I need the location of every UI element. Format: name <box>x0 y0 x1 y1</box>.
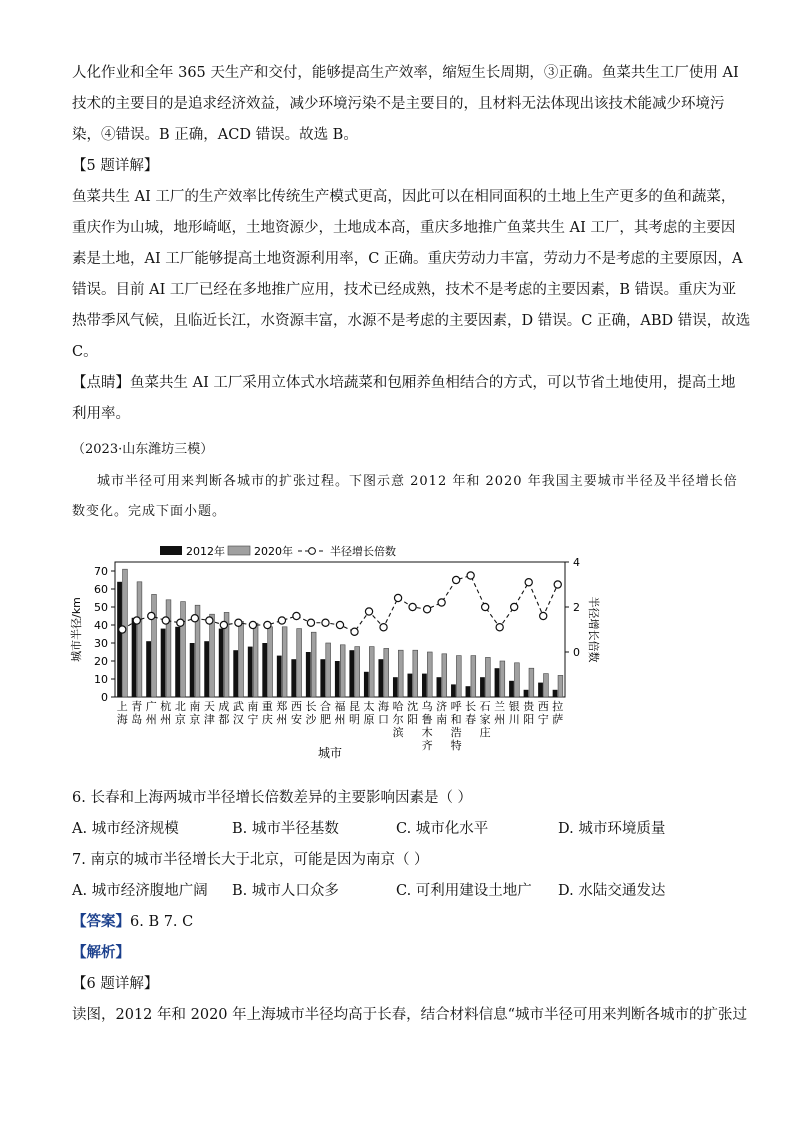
category-label: 庆 <box>261 713 273 726</box>
q6-option-a: A. 城市经济规模 <box>72 821 179 837</box>
answer-line <box>72 910 193 931</box>
bar-2020 <box>369 647 374 697</box>
category-label: 上 <box>116 700 128 713</box>
category-label: 南 <box>189 700 201 713</box>
bar-2020 <box>152 594 157 697</box>
question-6: 6. 长春和上海两城市半径增长倍数差异的主要影响因素是（ ） <box>72 790 473 806</box>
bar-2020 <box>456 656 461 697</box>
q6-option-b: B. 城市半径基数 <box>232 821 339 837</box>
bar-2020 <box>384 648 389 697</box>
growth-point <box>453 576 460 583</box>
y-axis-title: 城市半径/km <box>70 597 83 662</box>
category-label: 京 <box>189 713 201 726</box>
y2-tick-label: 2 <box>573 601 580 614</box>
bar-2020 <box>282 627 287 697</box>
growth-point <box>540 612 547 619</box>
category-label: 口 <box>378 713 390 726</box>
category-label: 沈 <box>407 700 419 713</box>
category-label: 和 <box>450 713 462 726</box>
category-label: 沙 <box>305 713 317 726</box>
growth-point <box>133 617 140 624</box>
bar-2020 <box>297 629 302 697</box>
growth-point <box>307 619 314 626</box>
paragraph-line: 读图，2012 年和 2020 年上海城市半径均高于长春，结合材料信息“城市半径可用来判断各城市的扩张过 <box>72 1007 748 1023</box>
bar-2012 <box>495 668 500 697</box>
growth-point <box>148 612 155 619</box>
category-label: 鲁 <box>421 713 433 726</box>
y-tick-label: 20 <box>94 655 108 668</box>
category-label: 安 <box>290 713 302 726</box>
category-label: 春 <box>465 713 477 726</box>
q7-option-c: C. 可利用建设土地广 <box>396 883 532 899</box>
category-label: 合 <box>319 700 331 713</box>
category-label: 长 <box>465 700 477 713</box>
category-label: 北 <box>174 700 186 713</box>
bar-2012 <box>335 661 340 697</box>
growth-point <box>264 621 271 628</box>
y-tick-label: 0 <box>101 691 108 704</box>
bar-2012 <box>320 659 325 697</box>
bar-2012 <box>349 650 354 697</box>
bar-2012 <box>161 629 166 697</box>
category-label: 州 <box>334 713 346 726</box>
category-label: 哈 <box>392 700 404 713</box>
category-label: 济 <box>436 700 448 713</box>
bar-2020 <box>166 600 171 697</box>
paragraph-line: C。 <box>72 344 98 360</box>
bar-2020 <box>355 647 360 697</box>
category-label: 海 <box>116 713 128 726</box>
bar-2020 <box>137 582 142 697</box>
legend-marker-growth <box>309 548 316 555</box>
category-label: 肥 <box>319 713 331 726</box>
bar-2020 <box>181 602 186 697</box>
growth-point <box>249 621 256 628</box>
bar-2012 <box>480 677 485 697</box>
bar-2012 <box>393 677 398 697</box>
category-label: 天 <box>203 700 215 713</box>
category-label: 特 <box>450 739 462 752</box>
answer-label: 【答案】 <box>72 913 130 930</box>
bar-2012 <box>204 641 209 697</box>
category-label: 南 <box>247 700 259 713</box>
growth-point <box>482 603 489 610</box>
y-tick-label: 50 <box>94 601 108 614</box>
paragraph-line: 重庆作为山城，地形崎岖，土地资源少，土地成本高，重庆多地推广鱼菜共生 AI 工厂，其考虑的主要因 <box>72 220 736 236</box>
bar-2020 <box>253 623 258 697</box>
bar-2020 <box>558 675 563 697</box>
y-tick-label: 40 <box>94 619 108 632</box>
y2-tick-label: 4 <box>573 556 580 569</box>
growth-point <box>467 572 474 579</box>
section-heading-5: 【5 题详解】 <box>72 158 159 174</box>
y-tick-label: 30 <box>94 637 108 650</box>
category-label: 呼 <box>450 700 462 713</box>
bar-2012 <box>262 643 267 697</box>
x-axis-title: 城市 <box>317 746 343 760</box>
category-label: 昆 <box>349 700 361 713</box>
category-label: 浩 <box>450 726 462 739</box>
bar-2020 <box>340 645 345 697</box>
growth-point <box>293 612 300 619</box>
category-label: 阳 <box>523 713 535 726</box>
category-label: 福 <box>334 700 346 713</box>
bar-2020 <box>326 643 331 697</box>
q7-option-b: B. 城市人口众多 <box>232 883 339 899</box>
category-label: 州 <box>276 713 288 726</box>
legend-swatch-2020 <box>228 546 250 555</box>
paragraph-line: 利用率。 <box>72 406 130 422</box>
growth-point <box>206 617 213 624</box>
growth-point <box>394 594 401 601</box>
legend-label-2020: 2020年 <box>254 545 293 558</box>
category-label: 宁 <box>247 713 259 726</box>
category-label: 石 <box>479 700 491 713</box>
bar-2020 <box>210 614 215 697</box>
category-label: 齐 <box>421 739 433 752</box>
bar-2012 <box>451 684 456 697</box>
bar-2020 <box>529 668 534 697</box>
legend-label-growth: 半径增长倍数 <box>330 545 396 558</box>
bar-2020 <box>485 657 490 697</box>
category-label: 杭 <box>160 700 172 713</box>
bar-2012 <box>117 582 122 697</box>
q6-option-d: D. 城市环境质量 <box>558 821 666 837</box>
growth-point <box>525 579 532 586</box>
bar-2012 <box>219 629 224 697</box>
intro-line: 城市半径可用来判断各城市的扩张过程。下图示意 2012 年和 2020 年我国主要城市半径及半径增长倍 <box>97 474 738 489</box>
paragraph-line: 热带季风气候，且临近长江，水资源丰富，水源不是考虑的主要因素，D 错误。C 正确，ABD 错误，故选 <box>72 313 751 329</box>
category-label: 广 <box>145 700 157 713</box>
section-heading-6: 【6 题详解】 <box>72 976 159 992</box>
paragraph-line: 技术的主要目的是追求经济效益，减少环境污染不是主要目的，且材料无法体现出该技术能减少环境污 <box>72 96 725 112</box>
intro-line: 数变化。完成下面小题。 <box>72 504 227 519</box>
bar-2012 <box>132 618 137 697</box>
growth-point <box>511 603 518 610</box>
bar-2020 <box>413 650 418 697</box>
city-radius-chart <box>60 540 620 765</box>
category-label: 长 <box>305 700 317 713</box>
bar-2020 <box>268 627 273 697</box>
bar-2012 <box>248 647 253 697</box>
growth-point <box>220 621 227 628</box>
bar-2020 <box>514 663 519 697</box>
growth-point <box>554 581 561 588</box>
analysis-label: 【解析】 <box>72 944 130 961</box>
category-label: 木 <box>421 726 433 739</box>
bar-2012 <box>146 641 151 697</box>
growth-point <box>322 619 329 626</box>
category-label: 津 <box>203 713 215 726</box>
answer-text: 6. B 7. C <box>130 914 194 930</box>
category-label: 海 <box>378 700 390 713</box>
bar-2012 <box>233 650 238 697</box>
bar-2012 <box>509 681 514 697</box>
paragraph-line: 人化作业和全年 365 天生产和交付，能够提高生产效率，缩短生长周期，③正确。鱼菜共生工厂使用 AI <box>72 65 739 81</box>
growth-point <box>119 626 126 633</box>
category-label: 汉 <box>232 713 244 726</box>
bar-2012 <box>437 677 442 697</box>
paragraph-line: 鱼菜共生 AI 工厂的生产效率比传统生产模式更高，因此可以在相同面积的土地上生产更多的鱼和蔬菜， <box>72 189 736 205</box>
category-label: 尔 <box>392 713 404 726</box>
growth-point <box>162 617 169 624</box>
y2-tick-label: 0 <box>573 646 580 659</box>
bar-2020 <box>239 621 244 697</box>
y2-axis-title: 半径增长倍数 <box>587 596 600 663</box>
bar-2012 <box>364 672 369 697</box>
category-label: 成 <box>218 700 230 713</box>
growth-point <box>177 619 184 626</box>
category-label: 乌 <box>421 700 433 713</box>
bar-2020 <box>442 654 447 697</box>
category-label: 川 <box>508 713 520 726</box>
category-label: 重 <box>261 700 273 713</box>
growth-point <box>235 619 242 626</box>
growth-point <box>438 599 445 606</box>
growth-point <box>336 621 343 628</box>
y-tick-label: 60 <box>94 583 108 596</box>
category-label: 萨 <box>552 713 564 726</box>
category-label: 青 <box>131 700 143 713</box>
source-label: （2023·山东潍坊三模） <box>72 442 214 457</box>
category-label: 银 <box>508 700 520 713</box>
category-label: 宁 <box>537 713 549 726</box>
bar-2020 <box>544 674 549 697</box>
bar-2012 <box>524 690 529 697</box>
bar-2020 <box>471 656 476 697</box>
bar-2012 <box>407 674 412 697</box>
category-label: 南 <box>436 713 448 726</box>
bar-2012 <box>277 656 282 697</box>
growth-point <box>365 608 372 615</box>
category-label: 庄 <box>479 726 491 739</box>
bar-2020 <box>500 661 505 697</box>
category-label: 太 <box>363 700 375 713</box>
category-label: 阳 <box>407 713 419 726</box>
y-tick-label: 70 <box>94 565 108 578</box>
legend-swatch-2012 <box>160 546 182 555</box>
category-label: 州 <box>160 713 172 726</box>
category-label: 贵 <box>523 700 535 713</box>
bar-2012 <box>466 686 471 697</box>
category-label: 州 <box>145 713 157 726</box>
bar-2012 <box>538 683 543 697</box>
q7-option-d: D. 水陆交通发达 <box>558 883 666 899</box>
growth-point <box>496 624 503 631</box>
category-label: 京 <box>174 713 186 726</box>
growth-point <box>409 603 416 610</box>
category-label: 州 <box>494 713 506 726</box>
category-label: 西 <box>290 700 302 713</box>
bar-2012 <box>190 643 195 697</box>
paragraph-line: 素是土地，AI 工厂能够提高土地资源利用率，C 正确。重庆劳动力丰富，劳动力不是考虑的主要原因，A <box>72 251 743 267</box>
legend-label-2012: 2012年 <box>186 545 225 558</box>
category-label: 原 <box>363 713 375 726</box>
category-label: 拉 <box>552 700 564 713</box>
category-label: 滨 <box>392 726 404 739</box>
category-label: 兰 <box>494 700 506 713</box>
growth-point <box>380 624 387 631</box>
bar-2020 <box>398 650 403 697</box>
bar-2012 <box>291 659 296 697</box>
bar-2012 <box>422 674 427 697</box>
category-label: 武 <box>232 700 244 713</box>
bar-2020 <box>427 652 432 697</box>
paragraph-line: 错误。目前 AI 工厂已经在多地推广应用，技术已经成熟，技术不是考虑的主要因素，B 错误。重庆为亚 <box>72 282 737 298</box>
tip-line: 【点睛】鱼菜共生 AI 工厂采用立体式水培蔬菜和包厢养鱼相结合的方式，可以节省土地使用，提高土地 <box>72 375 736 391</box>
category-label: 都 <box>218 713 230 726</box>
q7-option-a: A. 城市经济腹地广阔 <box>72 883 208 899</box>
growth-point <box>191 615 198 622</box>
bar-2012 <box>306 652 311 697</box>
growth-point <box>351 628 358 635</box>
paragraph-line: 染，④错误。B 正确，ACD 错误。故选 B。 <box>72 127 358 143</box>
y-tick-label: 10 <box>94 673 108 686</box>
category-label: 家 <box>479 713 491 726</box>
category-label: 明 <box>349 713 361 726</box>
category-label: 郑 <box>276 700 288 713</box>
category-label: 西 <box>537 700 549 713</box>
bar-2012 <box>175 627 180 697</box>
q6-option-c: C. 城市化水平 <box>396 821 489 837</box>
growth-point <box>423 606 430 613</box>
category-label: 岛 <box>131 713 143 726</box>
bar-2012 <box>553 690 558 697</box>
bar-2020 <box>311 632 316 697</box>
growth-point <box>278 617 285 624</box>
bar-2012 <box>378 659 383 697</box>
question-7: 7. 南京的城市半径增长大于北京，可能是因为南京（ ） <box>72 852 429 868</box>
